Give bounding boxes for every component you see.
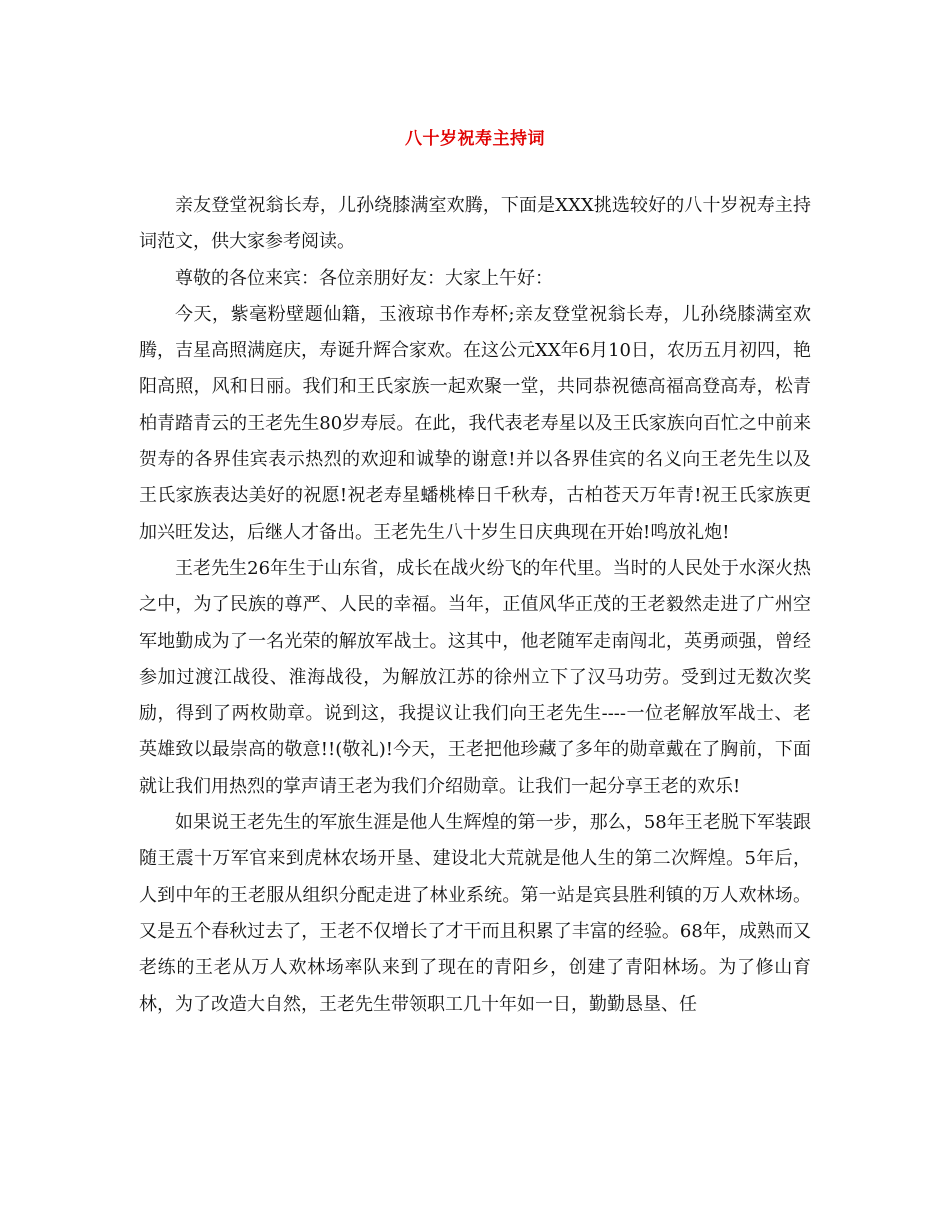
paragraph-military-career: 王老先生26年生于山东省，成长在战火纷飞的年代里。当时的人民处于水深火热之中，为了民族的尊严、人民的幸福。当年，正值风华正茂的王老毅然走进了广州空军地勤成为了一名光荣的解放军战士。这其中，他老随军走南闯北，英勇顽强，曾经参加过渡江战役、淮海战役，为解放江苏的徐州立下了汉马功劳。受到过无数次奖励，得到了两枚勋章。说到这，我提议让我们向王老先生----一位老解放军战士、老英雄致以最崇高的敬意!!(敬礼)!今天，王老把他珍藏了多年的勋章戴在了胸前，下面就让我们用热烈的掌声请王老为我们介绍勋章。让我们一起分享王老的欢乐! <box>139 557 811 797</box>
paragraph-intro: 亲友登堂祝翁长寿，儿孙绕膝满室欢腾，下面是XXX挑选较好的八十岁祝寿主持词范文，供大家参考阅读。 <box>139 195 811 253</box>
document-title: 八十岁祝寿主持词 <box>405 129 545 149</box>
document-body <box>139 188 811 1023</box>
paragraph-later-career: 如果说王老先生的军旅生涯是他人生辉煌的第一步，那么，58年王老脱下军装跟随王震十万军官来到虎林农场开垦、建设北大荒就是他人生的第二次辉煌。5年后，人到中年的王老服从组织分配走进了林业系统。第一站是宾县胜利镇的万人欢林场。又是五个春秋过去了，王老不仅增长了才干而且积累了丰富的经验。68年，成熟而又老练的王老从万人欢林场率队来到了现在的青阳乡，创建了青阳林场。为了修山育林，为了改造大自然，王老先生带领职工几十年如一日，勤勤恳垦、任 <box>139 812 811 1015</box>
paragraph-opening: 今天，紫毫粉壁题仙籍，玉液琼书作寿杯;亲友登堂祝翁长寿，儿孙绕膝满室欢腾，吉星高照满庭庆，寿诞升辉合家欢。在这公元XX年6月10日，农历五月初四，艳阳高照，风和日丽。我们和王氏家族一起欢聚一堂，共同恭祝德高福高登高寿，松青柏青踏青云的王老先生80岁寿辰。在此，我代表老寿星以及王氏家族向百忙之中前来贺寿的各界佳宾表示热烈的欢迎和诚挚的谢意!并以各界佳宾的名义向王老先生以及王氏家族表达美好的祝愿!祝老寿星蟠桃棒日千秋寿，古柏苍天万年青!祝王氏家族更加兴旺发达，后继人才备出。王老先生八十岁生日庆典现在开始!鸣放礼炮! <box>139 303 811 543</box>
paragraph-greeting: 尊敬的各位来宾：各位亲朋好友：大家上午好： <box>175 267 553 289</box>
